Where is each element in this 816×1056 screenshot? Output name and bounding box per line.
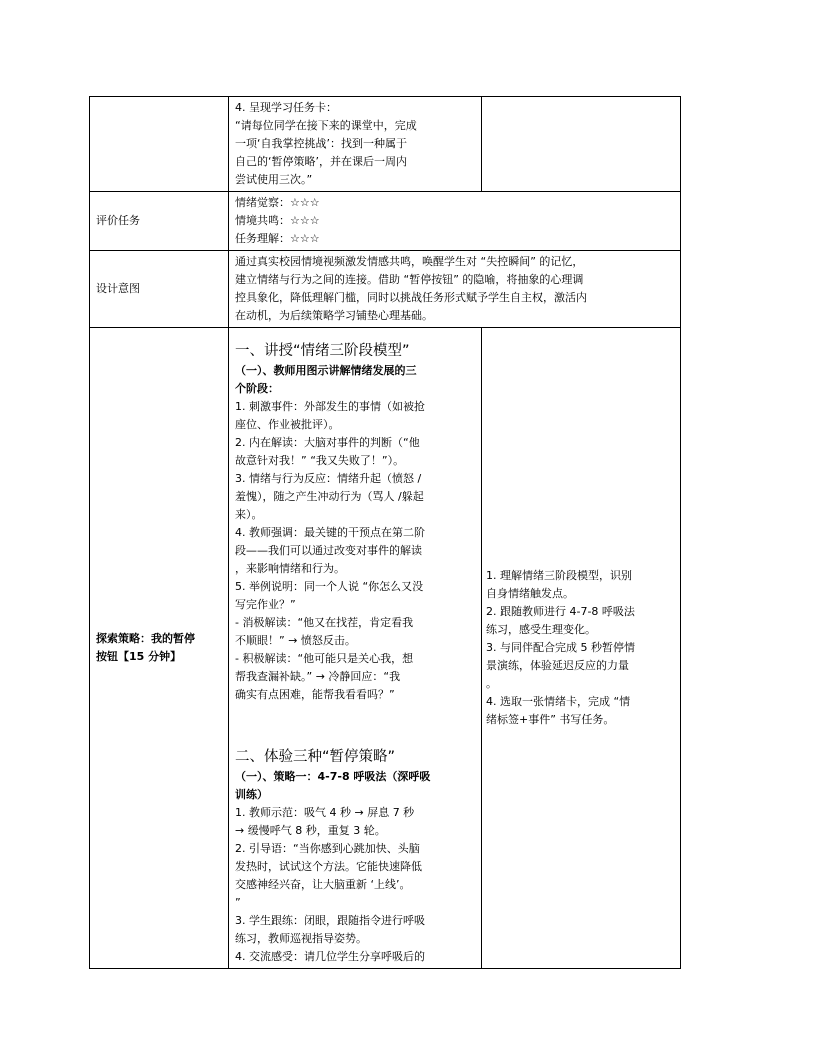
section2-line: 练习，教师巡视指导姿势。 (235, 932, 367, 945)
section2-line: 3. 学生跟练：闭眼，跟随指令进行呼吸 (235, 914, 425, 927)
section1-line: 羞愧），随之产生冲动行为（骂人 /躲起 (235, 490, 424, 503)
design-intent-row (90, 251, 681, 328)
explore-goals (482, 567, 680, 729)
task-card-line: 自己的‘暂停策略’，并在课后一周内 (235, 155, 407, 168)
explore-row (90, 328, 681, 969)
task-card-line: 一项‘自我掌控挑战’：找到一种属于 (235, 137, 407, 150)
evaluation-item: 情境共鸣：☆☆☆ (235, 214, 320, 227)
section2-subtitle: （一）、策略一：4-7-8 呼吸法（深呼吸 (235, 770, 431, 783)
section2-title: 二、体验三种“暂停策略” (235, 749, 396, 765)
section2-line: 2. 引导语：“当你感到心跳加快、头脑 (235, 842, 420, 855)
section1-line: ，来影响情绪和行为。 (235, 562, 345, 575)
section1-line: 故意针对我！” “我又失败了！”）。 (235, 454, 405, 467)
explore-content (229, 328, 481, 968)
evaluation-label-cell (90, 192, 229, 251)
design-intent-line: 通过真实校园情境视频激发情感共鸣，唤醒学生对 “失控瞬间” 的记忆， (235, 255, 584, 268)
evaluation-row (90, 192, 681, 251)
section1-line: 4. 教师强调：最关键的干预点在第二阶 (235, 526, 425, 539)
evaluation-item: 任务理解：☆☆☆ (235, 232, 320, 245)
section1-line: 1. 刺激事件：外部发生的事情（如被抢 (235, 400, 425, 413)
design-intent-line: 在动机，为后续策略学习铺垫心理基础。 (235, 309, 433, 322)
lesson-plan-table (89, 96, 681, 969)
section2-line: ” (235, 896, 241, 909)
design-intent-label: 设计意图 (96, 282, 140, 295)
goal-line: 练习，感受生理变化。 (486, 623, 596, 636)
task-card-label-cell (90, 97, 229, 192)
design-intent-label-cell (90, 251, 229, 328)
task-card-row (90, 97, 681, 192)
section2-line: 发热时，试试这个方法。它能快速降低 (235, 860, 422, 873)
task-card-goal-cell (482, 97, 681, 192)
explore-label-line: 按钮【15 分钟】 (96, 650, 182, 663)
evaluation-content-cell (229, 192, 681, 251)
design-intent-content-cell (229, 251, 681, 328)
task-card-line: 尝试使用三次。” (235, 173, 313, 186)
section2-line: → 缓慢呼气 8 秒，重复 3 轮。 (235, 824, 386, 837)
evaluation-label: 评价任务 (96, 214, 140, 227)
section1-line: 来）。 (235, 508, 263, 521)
section2-line: 4. 交流感受：请几位学生分享呼吸后的 (235, 950, 425, 963)
explore-goals-cell (482, 328, 681, 969)
section2-line: 交感神经兴奋，让大脑重新 ‘上线’。 (235, 878, 411, 891)
design-intent-line: 建立情绪与行为之间的连接。借助 “暂停按钮” 的隐喻，将抽象的心理调 (235, 273, 584, 286)
section1-line: - 积极解读：“他可能只是关心我，想 (235, 652, 414, 665)
task-card-line: “请每位同学在接下来的课堂中，完成 (235, 119, 417, 132)
section1-line: 5. 举例说明：同一个人说 “你怎么又没 (235, 580, 424, 593)
goal-line: 3. 与同伴配合完成 5 秒暂停情 (486, 641, 635, 654)
goal-line: 。 (486, 677, 497, 690)
section1-line: 段——我们可以通过改变对事件的解读 (235, 544, 422, 557)
explore-label-line: 探索策略：我的暂停 (96, 632, 195, 645)
section1-line: 座位、作业被批评）。 (235, 418, 340, 431)
goal-line: 绪标签+事件” 书写任务。 (486, 713, 615, 726)
goal-line: 4. 选取一张情绪卡，完成 “情 (486, 695, 631, 708)
section1-title: 一、讲授“情绪三阶段模型” (235, 343, 410, 359)
goal-line: 景演练，体验延迟反应的力量 (486, 659, 629, 672)
section2-line: 1. 教师示范：吸气 4 秒 → 屏息 7 秒 (235, 806, 415, 819)
goal-line: 1. 理解情绪三阶段模型，识别 (486, 569, 632, 582)
section1-line: 不顺眼！” → 愤怒反击。 (235, 634, 356, 647)
section1-line: 写完作业？” (235, 598, 296, 611)
section1-subtitle: 个阶段： (235, 382, 279, 395)
section1-line: 帮我查漏补缺。” → 冷静回应：“我 (235, 670, 401, 683)
task-card-line: 4. 呈现学习任务卡： (235, 101, 337, 114)
section1-line: - 消极解读：“他又在找茬，肯定看我 (235, 616, 414, 629)
goal-line: 2. 跟随教师进行 4-7-8 呼吸法 (486, 605, 635, 618)
explore-label-cell (90, 328, 229, 969)
section-spacer (235, 704, 477, 738)
section2-subtitle: 训练） (235, 788, 268, 801)
section1-line: 确实有点困难，能帮我看看吗？” (235, 688, 395, 701)
task-card-content-cell (229, 97, 482, 192)
evaluation-content (229, 192, 680, 250)
explore-content-cell (229, 328, 482, 969)
goal-line: 自身情绪触发点。 (486, 587, 574, 600)
section1-line: 3. 情绪与行为反应：情绪升起（愤怒 / (235, 472, 422, 485)
explore-label (90, 630, 228, 666)
design-intent-content (229, 251, 680, 327)
task-card-content (229, 97, 481, 191)
evaluation-item: 情绪觉察：☆☆☆ (235, 196, 320, 209)
section1-line: 2. 内在解读：大脑对事件的判断（“他 (235, 436, 420, 449)
section1-subtitle: （一）、教师用图示讲解情绪发展的三 (235, 364, 417, 377)
design-intent-line: 控具象化，降低理解门槛，同时以挑战任务形式赋予学生自主权，激活内 (235, 291, 587, 304)
